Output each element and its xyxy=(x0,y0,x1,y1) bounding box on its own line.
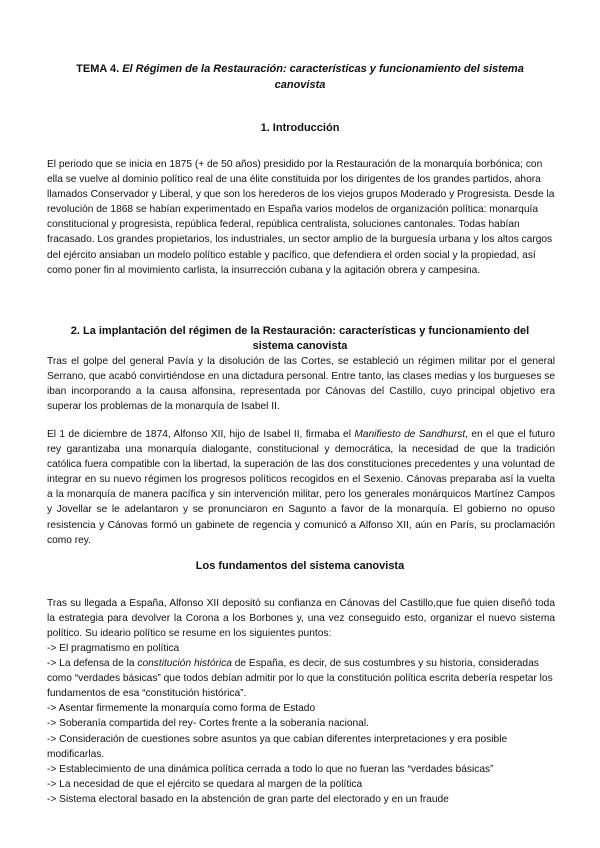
sandhurst-manifesto: Manifiesto de Sandhurst xyxy=(354,429,466,440)
section-2-heading: 2. La implantación del régimen de la Restauración: características y funcionamiento del sistema canovista xyxy=(70,325,530,352)
title-prefix: TEMA 4. xyxy=(76,63,123,75)
list-item: -> Asentar firmemente la monarquía como forma de Estado xyxy=(47,703,316,715)
list-item-text: -> La defensa de la xyxy=(47,658,138,670)
list-item-text: de España, es decir, de sus costumbres y su historia, consideradas como “verdades básicas” que todos debían admitir por lo que la constitución política escrita debería respetar los fundamentos de esa “constitución histórica”. xyxy=(47,658,553,700)
list-item: -> Soberanía compartida del rey- Cortes frente a la soberanía nacional. xyxy=(47,718,369,730)
list-item: -> Sistema electoral basado en la abstención de gran parte del electorado y en un fraude xyxy=(47,793,449,805)
list-item xyxy=(47,656,555,701)
section-1-heading: 1. Introducción xyxy=(260,122,340,134)
list-item-italic: constitución histórica xyxy=(137,658,232,670)
section-2-paragraph-1: Tras el golpe del general Pavía y la disolución de las Cortes, se estableció un régimen militar por el general Serrano, que acabó convirtiéndose en una dictadura personal. Entre tanto, las clases medias y los burgueses se iban incorporando a la causa alfonsina, representada por Cánovas del Castillo, cuyo principal objetivo era superar los problemas de la monarquía de Isabel II. xyxy=(47,356,555,413)
sandhurst-after: , en el que el futuro rey garantizaba una monarquía dialogante, constitucional y democrática, la necesidad de que la tradición católica fuera compatible con la libertad, la superación de las dos constituciones precedentes y una voluntad de integrar en su nuevo régimen los progresos políticos recogidos en el Sexenio. Cánovas preparaba así la vuelta a la monarquía de manera pacífica y sin intervención militar, pero los generales monárquicos Martínez Campos y Jovellar se le adelantaron y se pronunciaron en Sagunto a favor de la monarquía. El gobierno no opuso resistencia y Cánovas formó un gabinete de regencia y comunicó a Alfonso XII, aún en París, su proclamación como rey. xyxy=(47,429,555,546)
sandhurst-before: El 1 de diciembre de 1874, Alfonso XII, hijo de Isabel II, firmaba el xyxy=(47,429,355,440)
section-1-paragraph: El periodo que se inicia en 1875 (+ de 50 años) presidido por la Restauración de la monarquía borbónica; con ella se vuelve al dominio político real de una élite constituida por los dirigentes de los grandes partidos, ahora llamados Conservador y Liberal, y que son los herederos de los viejos grupos Moderado y Progresista. Desde la revolución de 1868 se habían experimentado en España varios modelos de organización política: monarquía constitucional y progresista, república federal, república centralista, soluciones cantonales. Todas habían fracasado. Los grandes propietarios, los industriales, un sector amplio de la burguesía urbana y los altos cargos del ejército ansiaban un modelo político estable y pacífico, que defendiera el orden social y la propiedad, así como poner fin al movimiento carlista, la insurrección cubana y la agitación obrera y campesina. xyxy=(47,159,555,276)
section-3-intro: Tras su llegada a España, Alfonso XII depositó su confianza en Cánovas del Castillo,que fue quien diseñó toda la estrategia para devolver la Corona a los Borbones y, una vez conseguido esto, organizar el nuevo sistema político. Su ideario político se resume en los siguientes puntos: xyxy=(47,598,555,640)
list-item: -> Consideración de cuestiones sobre asuntos ya que cabían diferentes interpretaciones y era posible modificarlas. xyxy=(47,733,508,760)
document-title xyxy=(60,61,540,93)
list-item: -> El pragmatismo en política xyxy=(47,643,180,654)
title-italic: El Régimen de la Restauración: características y funcionamiento del sistema canovista xyxy=(122,63,524,91)
section-2-paragraph-2 xyxy=(47,427,555,548)
section-3-heading: Los fundamentos del sistema canovista xyxy=(195,560,405,572)
list-item: -> La necesidad de que el ejército se quedara al margen de la política xyxy=(47,778,363,790)
canovista-points-list xyxy=(47,641,555,807)
list-item: -> Establecimiento de una dinámica política cerrada a todo lo que no fueran las “verdades básicas” xyxy=(47,763,494,775)
